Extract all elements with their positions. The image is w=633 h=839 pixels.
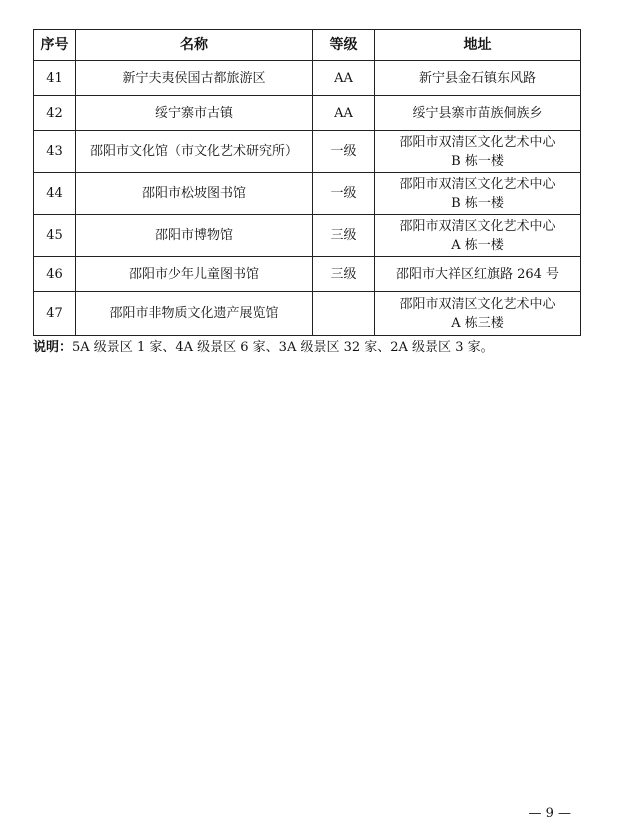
address-line: 邵阳市双清区文化艺术中心 bbox=[399, 134, 556, 150]
cell-name: 绥宁寨市古镇 bbox=[76, 96, 313, 131]
table-row bbox=[34, 131, 581, 173]
header-no: 序号 bbox=[34, 30, 76, 61]
cell-name: 新宁夫夷侯国古都旅游区 bbox=[76, 61, 313, 96]
cell-no: 41 bbox=[34, 61, 76, 96]
cell-name: 邵阳市文化馆（市文化艺术研究所） bbox=[76, 131, 313, 173]
cell-grade bbox=[313, 292, 375, 336]
cell-address bbox=[375, 257, 581, 292]
cell-grade: 一级 bbox=[313, 173, 375, 215]
cell-address bbox=[375, 173, 581, 215]
cell-address bbox=[375, 292, 581, 336]
table-row bbox=[34, 257, 581, 292]
table-row bbox=[34, 173, 581, 215]
cell-grade: 三级 bbox=[313, 215, 375, 257]
cell-no: 44 bbox=[34, 173, 76, 215]
header-row bbox=[34, 30, 581, 61]
address-line: 邵阳市双清区文化艺术中心 bbox=[399, 218, 556, 234]
note-text: 5A 级景区 1 家、4A 级景区 6 家、3A 级景区 32 家、2A 级景区 3 家。 bbox=[72, 340, 494, 355]
header-address: 地址 bbox=[375, 30, 581, 61]
address-line: 邵阳市双清区文化艺术中心 bbox=[399, 296, 556, 312]
cell-address bbox=[375, 61, 581, 96]
cell-no: 46 bbox=[34, 257, 76, 292]
venue-table bbox=[33, 29, 581, 336]
table-row bbox=[34, 61, 581, 96]
header-name: 名称 bbox=[76, 30, 313, 61]
address-line: 新宁县金石镇东风路 bbox=[418, 70, 536, 86]
cell-name: 邵阳市博物馆 bbox=[76, 215, 313, 257]
address-line: A 栋三楼 bbox=[451, 315, 504, 331]
table-row bbox=[34, 96, 581, 131]
cell-grade: 一级 bbox=[313, 131, 375, 173]
cell-no: 45 bbox=[34, 215, 76, 257]
cell-no: 42 bbox=[34, 96, 76, 131]
table-row bbox=[34, 215, 581, 257]
cell-address bbox=[375, 131, 581, 173]
cell-no: 43 bbox=[34, 131, 76, 173]
cell-name: 邵阳市少年儿童图书馆 bbox=[76, 257, 313, 292]
address-line: 邵阳市大祥区红旗路 264 号 bbox=[395, 266, 560, 282]
address-line: 绥宁县寨市苗族侗族乡 bbox=[412, 105, 543, 121]
cell-name: 邵阳市松坡图书馆 bbox=[76, 173, 313, 215]
cell-address bbox=[375, 96, 581, 131]
address-line: A 栋一楼 bbox=[451, 237, 504, 253]
address-line: B 栋一楼 bbox=[451, 153, 504, 169]
cell-no: 47 bbox=[34, 292, 76, 336]
cell-grade: 三级 bbox=[313, 257, 375, 292]
table-row bbox=[34, 292, 581, 336]
cell-grade: AA bbox=[313, 96, 375, 131]
table-note bbox=[33, 339, 494, 357]
cell-grade: AA bbox=[313, 61, 375, 96]
cell-address bbox=[375, 215, 581, 257]
address-line: 邵阳市双清区文化艺术中心 bbox=[399, 176, 556, 192]
cell-name: 邵阳市非物质文化遗产展览馆 bbox=[76, 292, 313, 336]
page-number: — 9 — bbox=[528, 806, 571, 821]
note-label: 说明： bbox=[33, 340, 73, 355]
header-grade: 等级 bbox=[313, 30, 375, 61]
address-line: B 栋一楼 bbox=[451, 195, 504, 211]
